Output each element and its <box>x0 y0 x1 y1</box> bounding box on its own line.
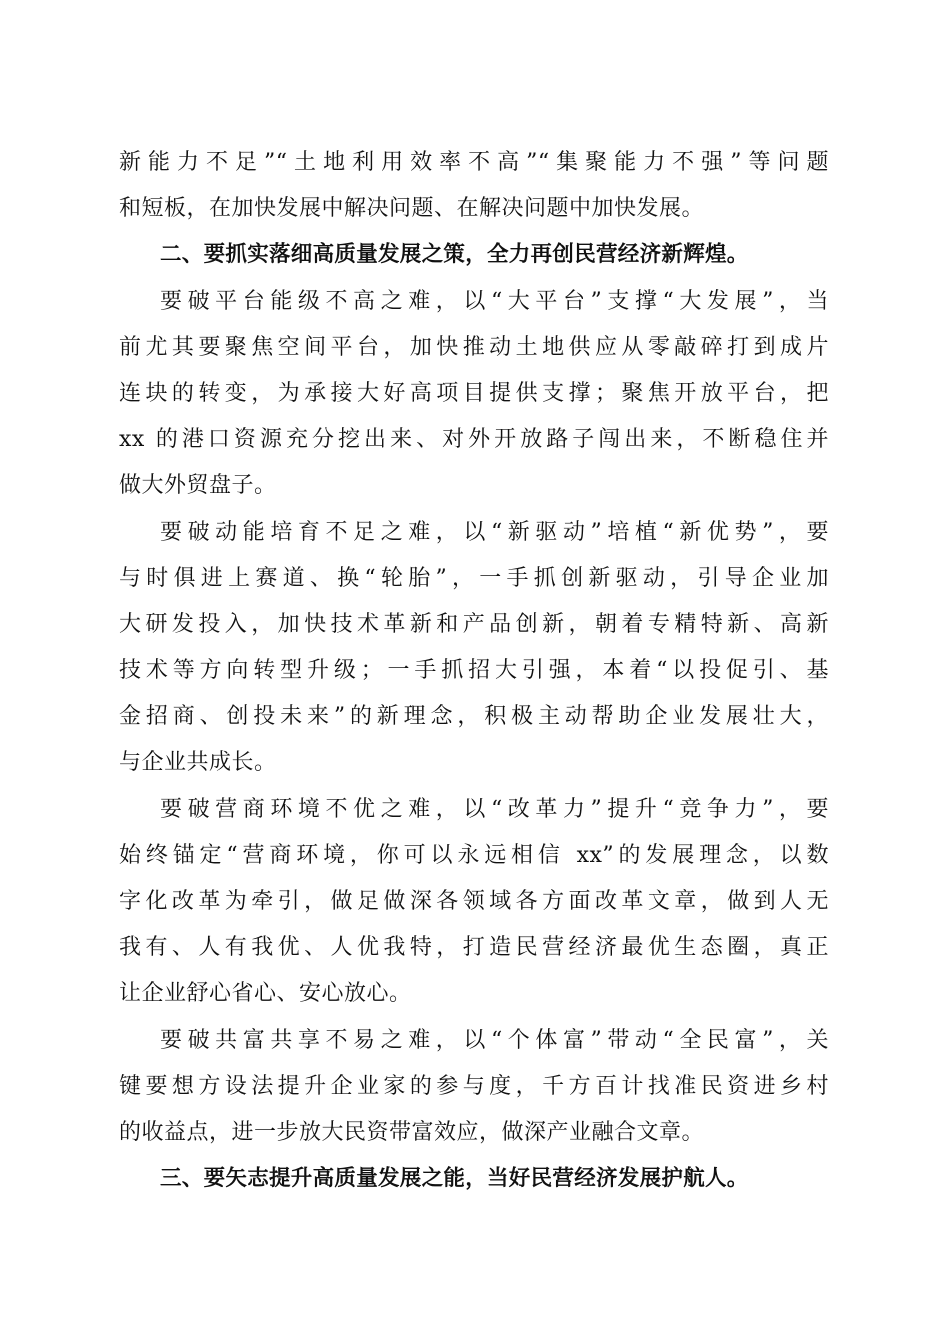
text-line: 要破营商环境不优之难，以“改革力”提升“竞争力”，要 <box>160 796 829 822</box>
text-line: 让企业舒心省心、安心放心。 <box>119 981 412 1007</box>
section-heading-2 <box>119 232 829 278</box>
paragraph-common-prosperity <box>119 1018 829 1157</box>
section-heading-3 <box>119 1156 829 1202</box>
heading-line: 三、要矢志提升高质量发展之能，当好民营经济发展护航人。 <box>160 1166 749 1192</box>
text-line: 字化改革为牵引，做足做深各领域各方面改革文章，做到人无 <box>119 889 829 914</box>
text-line: 键要想方设法提升企业家的参与度，千方百计找准民资进乡村 <box>119 1073 829 1099</box>
text-line: 与时俱进上赛道、换“轮胎”，一手抓创新驱动，引导企业加 <box>119 565 829 591</box>
paragraph-momentum <box>119 510 829 787</box>
text-line: 和短板，在加快发展中解决问题、在解决问题中加快发展。 <box>119 196 705 222</box>
text-line: 与企业共成长。 <box>119 750 277 776</box>
heading-line: 二、要抓实落细高质量发展之策，全力再创民营经济新辉煌。 <box>160 242 749 268</box>
text-line: 始终锚定“营商环境，你可以永远相信 xx”的发展理念，以数 <box>119 842 829 868</box>
document-page <box>119 140 829 1202</box>
paragraph-continuation <box>119 140 829 232</box>
text-line: 连块的转变，为承接大好高项目提供支撑；聚焦开放平台，把 <box>119 380 829 406</box>
paragraph-business-environment <box>119 787 829 1018</box>
paragraph-platform <box>119 279 829 510</box>
text-line: 的收益点，进一步放大民资带富效应，做深产业融合文章。 <box>119 1119 705 1145</box>
text-line: 做大外贸盘子。 <box>119 473 277 499</box>
text-line: 前尤其要聚焦空间平台，加快推动土地供应从零敲碎打到成片 <box>119 334 829 360</box>
text-line: 技术等方向转型升级；一手抓招大引强，本着“以投促引、基 <box>119 658 829 684</box>
text-line: 要破平台能级不高之难，以“大平台”支撑“大发展”，当 <box>160 288 829 314</box>
text-line: xx 的港口资源充分挖出来、对外开放路子闯出来，不断稳住并 <box>119 427 829 453</box>
text-line: 大研发投入，加快技术革新和产品创新，朝着专精特新、高新 <box>119 611 829 637</box>
text-line: 新能力不足”“土地利用效率不高”“集聚能力不强”等问题 <box>119 150 829 175</box>
text-line: 要破共富共享不易之难，以“个体富”带动“全民富”，关 <box>160 1027 829 1053</box>
text-line: 要破动能培育不足之难，以“新驱动”培植“新优势”，要 <box>160 519 829 545</box>
text-line: 我有、人有我优、人优我特，打造民营经济最优生态圈，真正 <box>119 935 829 961</box>
text-line: 金招商、创投未来”的新理念，积极主动帮助企业发展壮大， <box>119 704 829 730</box>
